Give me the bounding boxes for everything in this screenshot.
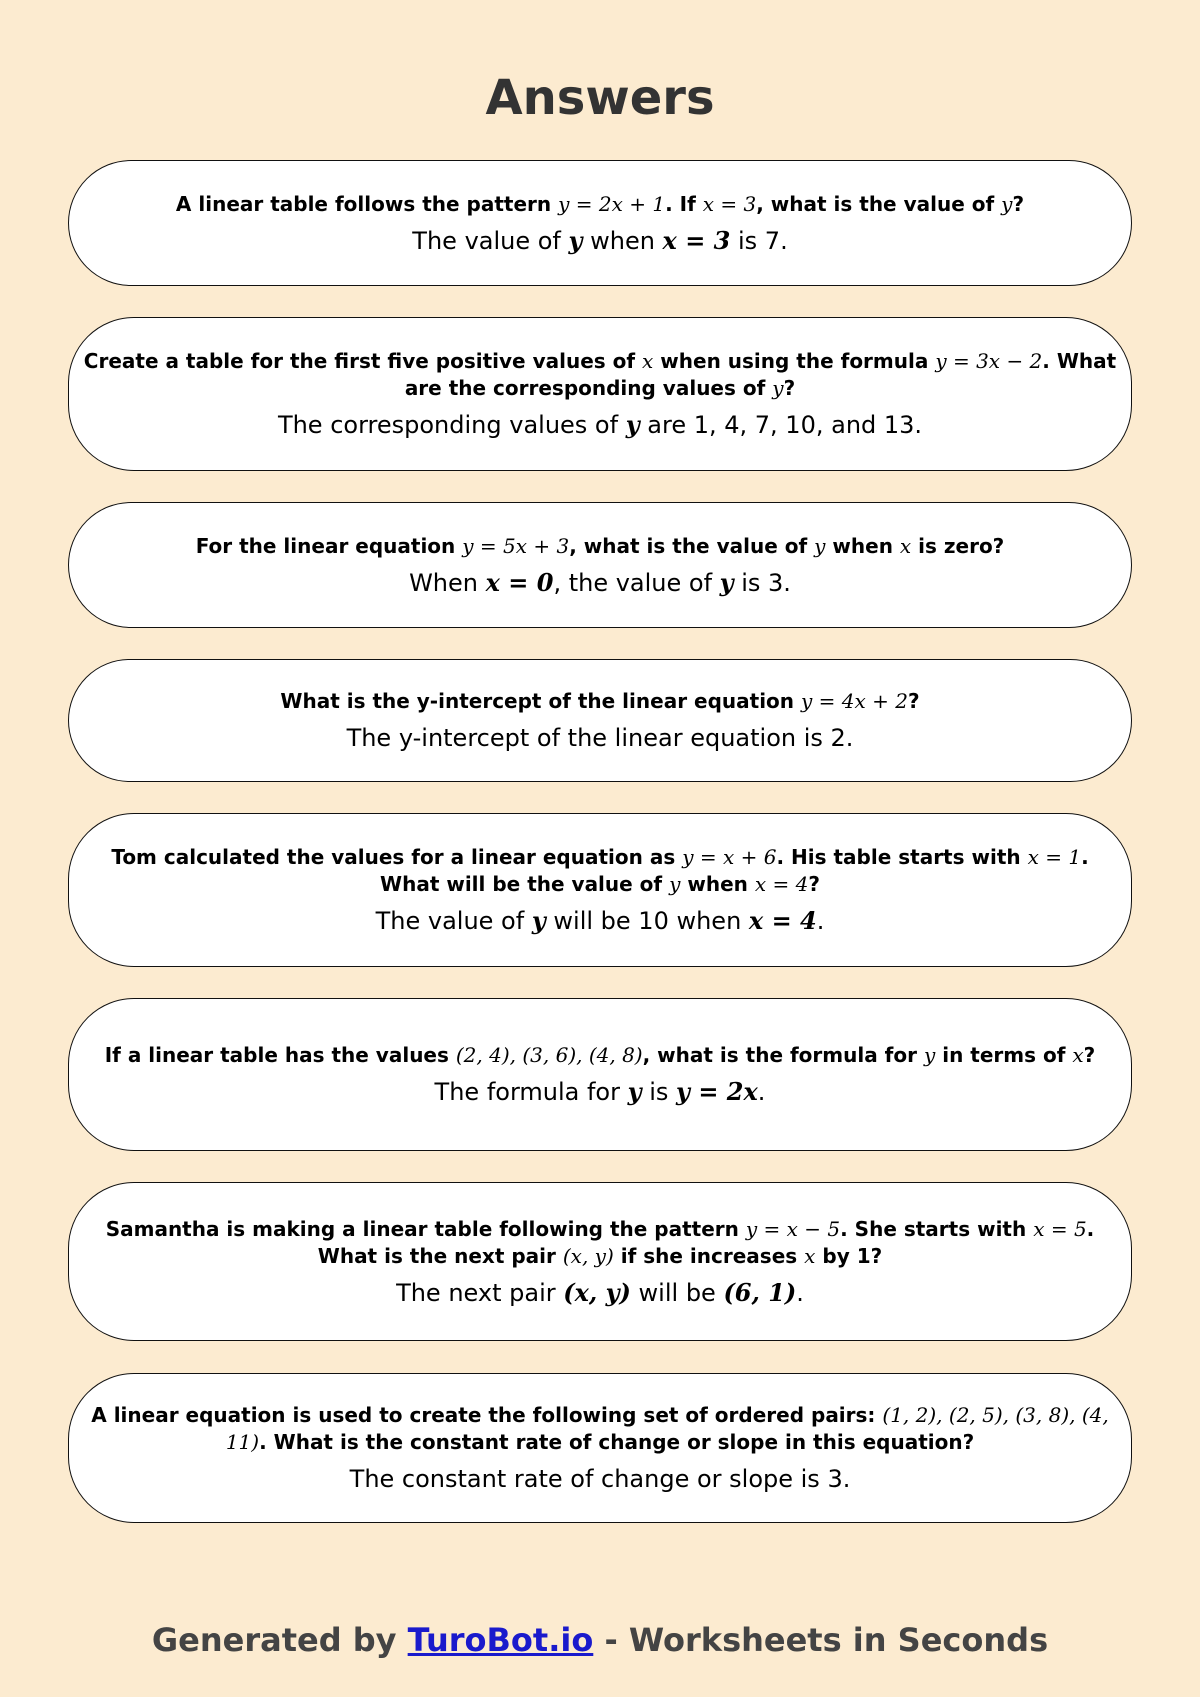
math-expression: x = 5 [1033,1216,1087,1241]
math-expression: x [1072,1043,1084,1067]
answer-card-5 [68,813,1132,967]
answer-text: The constant rate of change or slope is 3. [349,1465,851,1493]
math-expression: y [669,872,681,896]
question-text: Samantha is making a linear table following the pattern y = x − 5. She starts with x = 5. What is the next pair (x, y) if she increases x by 1? [105,1216,1095,1268]
math-expression: y [814,533,826,558]
math-expression: x = 1 [1027,845,1082,869]
math-expression: (x, y) [562,1243,614,1268]
answer-text: The next pair (x, y) will be (6, 1). [396,1277,804,1307]
math-expression: x = 0 [485,567,554,597]
question-text: Tom calculated the values for a linear equation as y = x + 6. His table starts with x = 1. What will be the value of y when x = 4? [111,845,1089,896]
question-text: What is the y-intercept of the linear equation y = 4x + 2? [280,689,920,713]
turobot-link[interactable]: TuroBot.io [407,1621,594,1659]
math-expression: x = 4 [754,872,809,896]
answer-card-1 [68,160,1132,286]
answer-text: The y-intercept of the linear equation is 2. [346,724,854,752]
answer-card-3 [68,502,1132,628]
math-expression: (x, y) [563,1277,631,1307]
math-expression: (1, 2), (2, 5), (3, 8), (4, 11) [225,1403,1109,1454]
answer-text: The corresponding values of y are 1, 4, 7, 10, and 13. [277,410,923,439]
math-expression: y [719,567,734,597]
answer-text: The value of y will be 10 when x = 4. [375,906,825,935]
math-expression: x = 3 [662,225,731,255]
question-text: A linear table follows the pattern y = 2x + 1. If x = 3, what is the value of y? [175,191,1025,216]
math-expression: y = x + 6 [682,845,777,869]
question-text: If a linear table has the values (2, 4), (3, 6), (4, 8), what is the formula for y in terms of x? [104,1043,1096,1067]
math-expression: y [772,376,784,400]
answer-card-6 [68,998,1132,1151]
math-expression: y [531,906,546,935]
math-expression: x [642,349,654,373]
answer-text: The value of y when x = 3 is 7. [412,225,788,255]
question-text: A linear equation is used to create the following set of ordered pairs: (1, 2), (2, 5), (3, 8), (4, 11). What is the constant rate of change or slope in this equation? [91,1403,1109,1454]
math-expression: y = 4x + 2 [801,689,908,713]
math-expression: x = 3 [702,191,757,216]
answer-text: The formula for y is y = 2x. [434,1077,766,1106]
math-expression: (6, 1) [723,1277,797,1307]
math-expression: y [627,1077,642,1106]
math-expression: x [899,533,912,558]
footer-prefix: Generated by [151,1621,408,1659]
answer-card-8 [68,1373,1132,1523]
math-expression: x [804,1243,816,1268]
answer-card-7 [68,1182,1132,1341]
footer [0,1618,1200,1662]
math-expression: y [568,225,583,255]
math-expression: x = 4 [748,906,817,935]
footer-suffix: - Worksheets in Seconds [593,1621,1049,1659]
math-expression: y [923,1043,936,1067]
answer-card-2 [68,317,1132,471]
math-expression: y [1001,191,1013,216]
answer-card-4 [68,659,1132,782]
math-expression: y = 5x + 3 [462,533,570,558]
answer-text: When x = 0, the value of y is 3. [409,567,791,597]
math-expression: y = 2x + 1 [558,191,666,216]
math-expression: (2, 4), (3, 6), (4, 8) [455,1043,643,1067]
question-text: Create a table for the first five positive values of x when using the formula y = 3x − 2. What are the corresponding values of y? [83,349,1117,400]
math-expression: y [625,410,640,439]
math-expression: y = 2x [676,1077,758,1106]
question-text: For the linear equation y = 5x + 3, what is the value of y when x is zero? [195,533,1005,558]
page-title: Answers [485,70,715,126]
math-expression: y = 3x − 2 [935,349,1043,373]
math-expression: y = x − 5 [745,1216,841,1241]
